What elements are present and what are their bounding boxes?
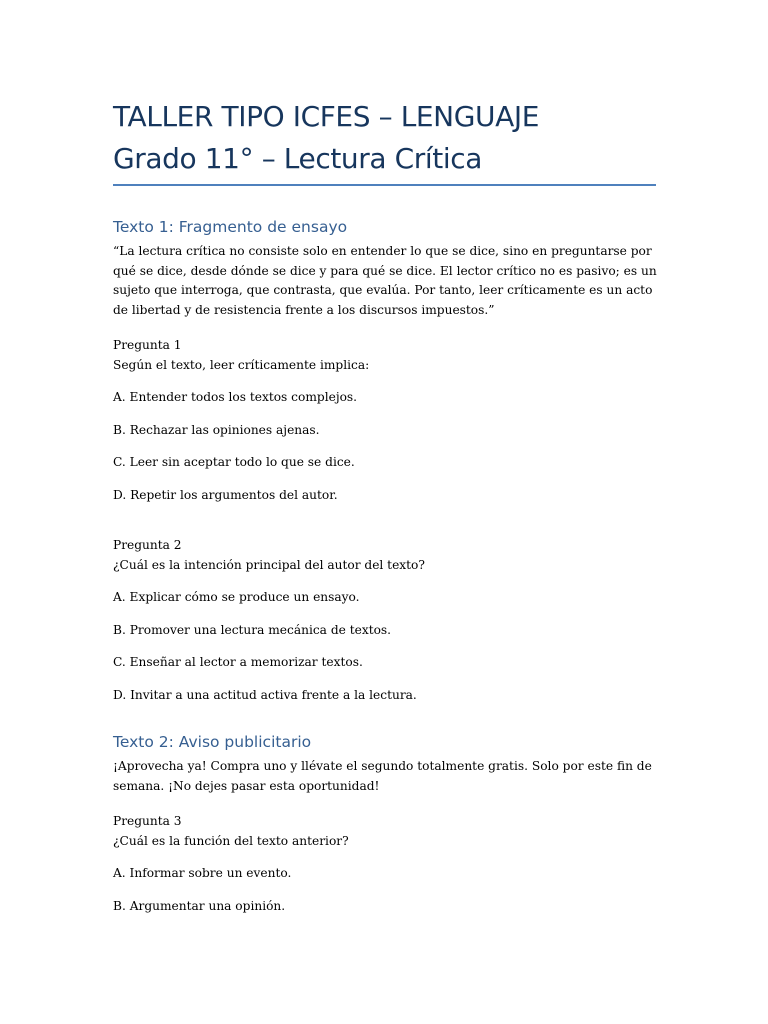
answer-option-a: A. Entender todos los textos complejos. xyxy=(113,390,358,404)
document-title xyxy=(113,96,658,180)
question-label: Pregunta 1 xyxy=(113,338,182,352)
question-prompt: Según el texto, leer críticamente implica: xyxy=(113,357,370,372)
answer-option-b: B. Argumentar una opinión. xyxy=(113,898,286,913)
answer-option-c: C. Leer sin aceptar todo lo que se dice. xyxy=(113,455,355,469)
question-label: Pregunta 2 xyxy=(113,538,182,552)
section-heading-texto-2: Texto 2: Aviso publicitario xyxy=(113,733,312,751)
question-1 xyxy=(113,336,658,505)
answer-option-c: C. Enseñar al lector a memorizar textos. xyxy=(113,655,363,669)
question-3 xyxy=(113,812,658,916)
title-line-2: Grado 11° – Lectura Crítica xyxy=(113,142,482,175)
question-prompt: ¿Cuál es la intención principal del autor del texto? xyxy=(113,557,425,572)
question-prompt: ¿Cuál es la función del texto anterior? xyxy=(113,833,349,848)
essay-fragment-text: “La lectura crítica no consiste solo en entender lo que se dice, sino en preguntarse por qué se dice, desde dónde se dice y para qué se dice. El lector crítico no es pasivo; es un sujeto que interroga, que contrasta, que evalúa. Por tanto, leer críticamente es un acto de libertad y de resistencia frente a los discursos impuestos.” xyxy=(113,244,657,317)
question-2 xyxy=(113,536,658,705)
question-label: Pregunta 3 xyxy=(113,814,182,828)
title-divider xyxy=(113,184,656,186)
answer-option-a: A. Explicar cómo se produce un ensayo. xyxy=(113,590,360,604)
answer-option-b: B. Rechazar las opiniones ajenas. xyxy=(113,422,320,437)
document-page xyxy=(113,96,658,916)
title-line-1: TALLER TIPO ICFES – LENGUAJE xyxy=(113,100,540,133)
answer-option-d: D. Invitar a una actitud activa frente a la lectura. xyxy=(113,687,417,702)
answer-option-d: D. Repetir los argumentos del autor. xyxy=(113,487,338,502)
advertisement-text: ¡Aprovecha ya! Compra uno y llévate el segundo totalmente gratis. Solo por este fin de semana. ¡No dejes pasar esta oportunidad! xyxy=(113,759,652,793)
section-heading-texto-1: Texto 1: Fragmento de ensayo xyxy=(113,218,348,236)
answer-option-a: A. Informar sobre un evento. xyxy=(113,866,292,880)
answer-option-b: B. Promover una lectura mecánica de textos. xyxy=(113,622,392,637)
